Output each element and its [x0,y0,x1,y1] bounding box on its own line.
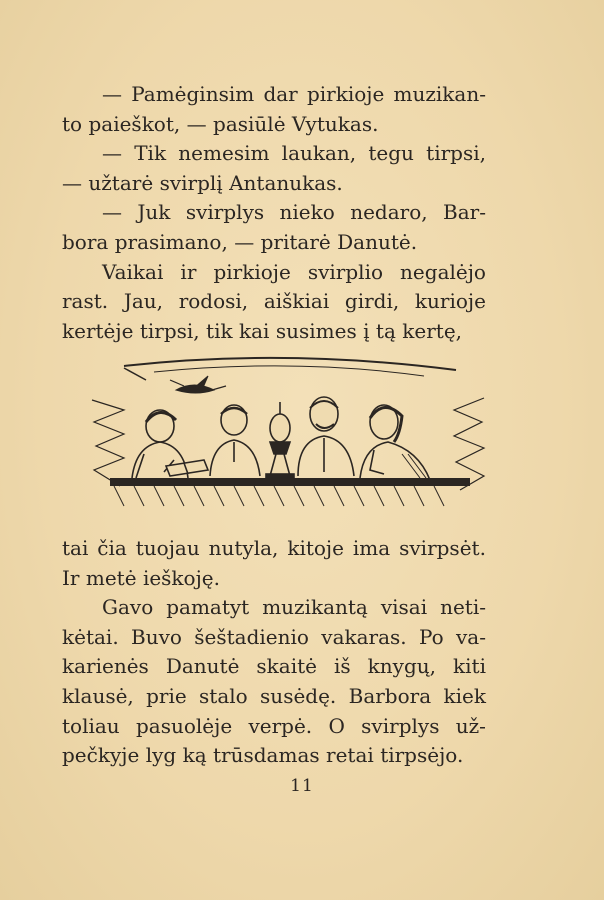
text-line: rast. Jau, rodosi, aiškiai girdi, kurioje [62,289,486,314]
text-line: tai čia tuojau nutyla, kitoje ima svirpsėt. [62,536,486,560]
text-line: kėtai. Buvo šeštadienio vakaras. Po va- [62,624,486,649]
text-line: karienės Danutė skaitė iš knygų, kiti [62,654,486,679]
text-line: pečkyje lyg ką trūsdamas retai tirpsėjo. [62,743,464,768]
text-line: Ir metė ieškoję. [62,565,220,590]
text-line: — Pamėginsim dar pirkioje muzikan- [102,82,486,106]
cricket-figure [170,376,226,393]
text-line: Vaikai ir pirkioje svirplio negalėjo [102,259,486,284]
text-line: to paieškot, — pasiūlė Vytukas. [62,111,379,136]
text-block-top [62,80,486,346]
woman-figure [360,405,430,480]
text-line: — užtarė svirplį Antanukas. [62,170,343,195]
text-line: — Tik nemesim laukan, tegu tirpsi, [102,141,486,166]
page-number: 11 [290,776,314,796]
text-line: kertėje tirpsi, tik kai susimes į tą kertę, [62,318,463,343]
boy-figure [210,405,260,476]
girl-reading-figure [132,410,208,478]
oil-lamp-figure [266,402,294,478]
text-block-bottom [62,534,486,771]
family-evening-illustration [84,350,498,510]
text-line: toliau pasuolėje verpė. O svirplys už- [62,713,486,738]
text-line: klausė, prie stalo susėdę. Barbora kiek [62,683,486,708]
text-line: — Juk svirplys nieko nedaro, Bar- [102,200,486,225]
text-line: Gavo pamatyt muzikantą visai neti- [102,595,486,620]
text-line: bora prasimano, — pritarė Danutė. [62,229,418,254]
old-man-figure [298,397,354,476]
